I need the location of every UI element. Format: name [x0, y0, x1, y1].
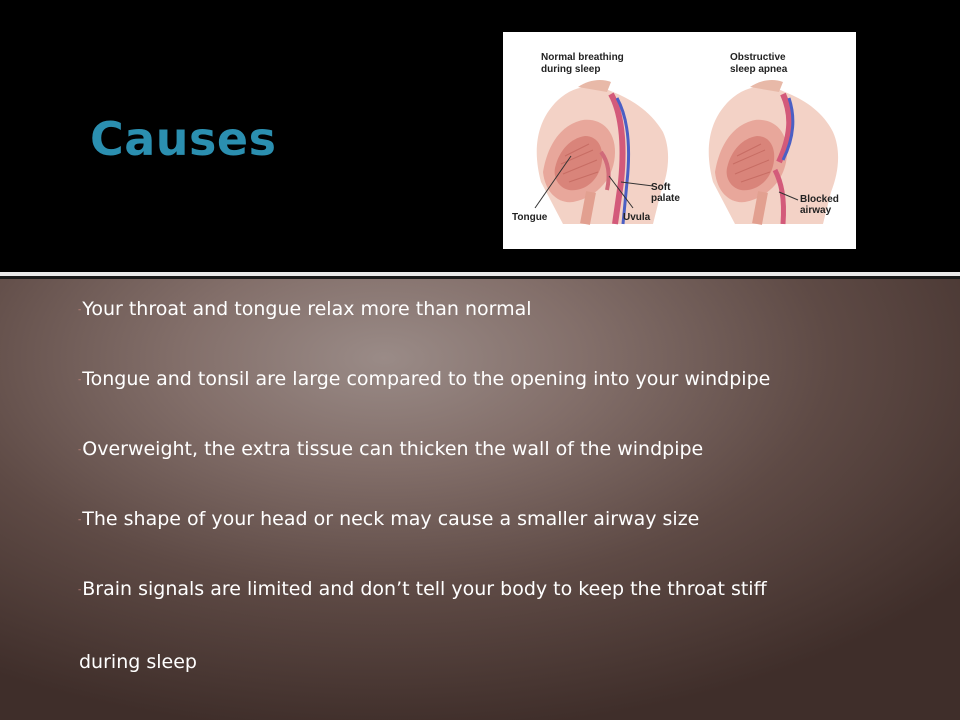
- right-heading-line2: sleep apnea: [730, 64, 788, 75]
- bullet-item: [78, 570, 938, 640]
- slide-title: Causes: [90, 112, 277, 166]
- bullet-dash: -: [78, 304, 82, 315]
- label-blocked-airway-line1: Blocked: [800, 194, 839, 205]
- bullet-text: Overweight, the extra tissue can thicken the wall of the windpipe: [82, 438, 704, 460]
- bullet-dash: -: [78, 374, 82, 385]
- left-heading-line2: during sleep: [541, 64, 601, 75]
- bullet-item: [78, 500, 938, 570]
- bullet-dash: -: [78, 444, 82, 455]
- bullet-item: [78, 430, 938, 500]
- bullet-item: [78, 360, 938, 430]
- bullet-text: Tongue and tonsil are large compared to the opening into your windpipe: [82, 368, 771, 390]
- bullet-text: Your throat and tongue relax more than normal: [82, 298, 532, 320]
- normal-breathing-head: [537, 80, 668, 224]
- bullet-text: The shape of your head or neck may cause a smaller airway size: [82, 508, 700, 530]
- bullet-continuation: during sleep: [79, 651, 197, 673]
- bullet-item: [78, 290, 938, 360]
- bullet-list: [78, 290, 938, 640]
- label-tongue: Tongue: [512, 212, 548, 223]
- bullet-dash: -: [78, 514, 82, 525]
- label-soft-palate-line1: Soft: [651, 182, 671, 193]
- right-heading-line1: Obstructive: [730, 52, 786, 63]
- label-blocked-airway-line2: airway: [800, 205, 832, 216]
- sleep-apnea-illustration: [503, 32, 856, 249]
- bullet-text: Brain signals are limited and don’t tell your body to keep the throat stiff: [82, 578, 767, 600]
- label-soft-palate-line2: palate: [651, 193, 680, 204]
- left-heading-line1: Normal breathing: [541, 52, 624, 63]
- bullet-dash: -: [78, 584, 82, 595]
- label-uvula: Uvula: [623, 212, 651, 223]
